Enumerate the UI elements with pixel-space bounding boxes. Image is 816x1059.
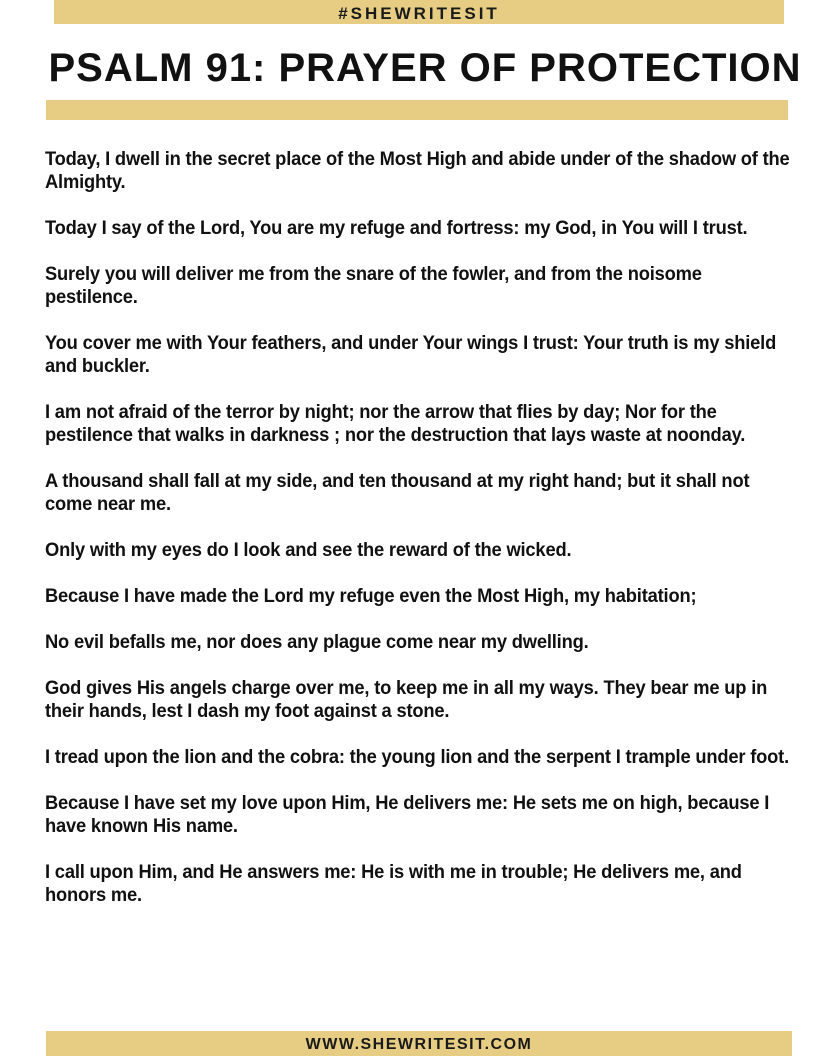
verse-3: Surely you will deliver me from the snare of the fowler, and from the noisome pestilence.: [45, 263, 702, 308]
verse-6: A thousand shall fall at my side, and ten thousand at my right hand; but it shall not come near me.: [45, 470, 750, 515]
title-divider-bar: [46, 100, 788, 120]
verse-8: Because I have made the Lord my refuge even the Most High, my habitation;: [45, 585, 697, 607]
verse-5: I am not afraid of the terror by night; nor the arrow that flies by day; Nor for the pestilence that walks in darkness ; nor the destruction that lays waste at noonday.: [45, 401, 746, 446]
prayer-body: [45, 148, 795, 930]
verse-1: Today, I dwell in the secret place of the Most High and abide under of the shadow of the Almighty.: [45, 148, 790, 193]
verse-7: Only with my eyes do I look and see the reward of the wicked.: [45, 539, 572, 561]
website-footer[interactable]: WWW.SHEWRITESIT.COM: [46, 1031, 792, 1056]
verse-13: I call upon Him, and He answers me: He is with me in trouble; He delivers me, and honors me.: [45, 861, 742, 906]
verse-9: No evil befalls me, nor does any plague come near my dwelling.: [45, 631, 589, 653]
page-title: PSALM 91: PRAYER OF PROTECTION: [48, 46, 802, 90]
verse-2: Today I say of the Lord, You are my refuge and fortress: my God, in You will I trust.: [45, 217, 748, 239]
verse-12: Because I have set my love upon Him, He delivers me: He sets me on high, because I have known His name.: [45, 792, 770, 837]
hashtag-banner: #SHEWRITESIT: [54, 0, 784, 24]
verse-11: I tread upon the lion and the cobra: the young lion and the serpent I trample under foot.: [45, 746, 789, 768]
verse-4: You cover me with Your feathers, and under Your wings I trust: Your truth is my shield and buckler.: [45, 332, 777, 377]
verse-10: God gives His angels charge over me, to keep me in all my ways. They bear me up in their hands, lest I dash my foot against a stone.: [45, 677, 768, 722]
